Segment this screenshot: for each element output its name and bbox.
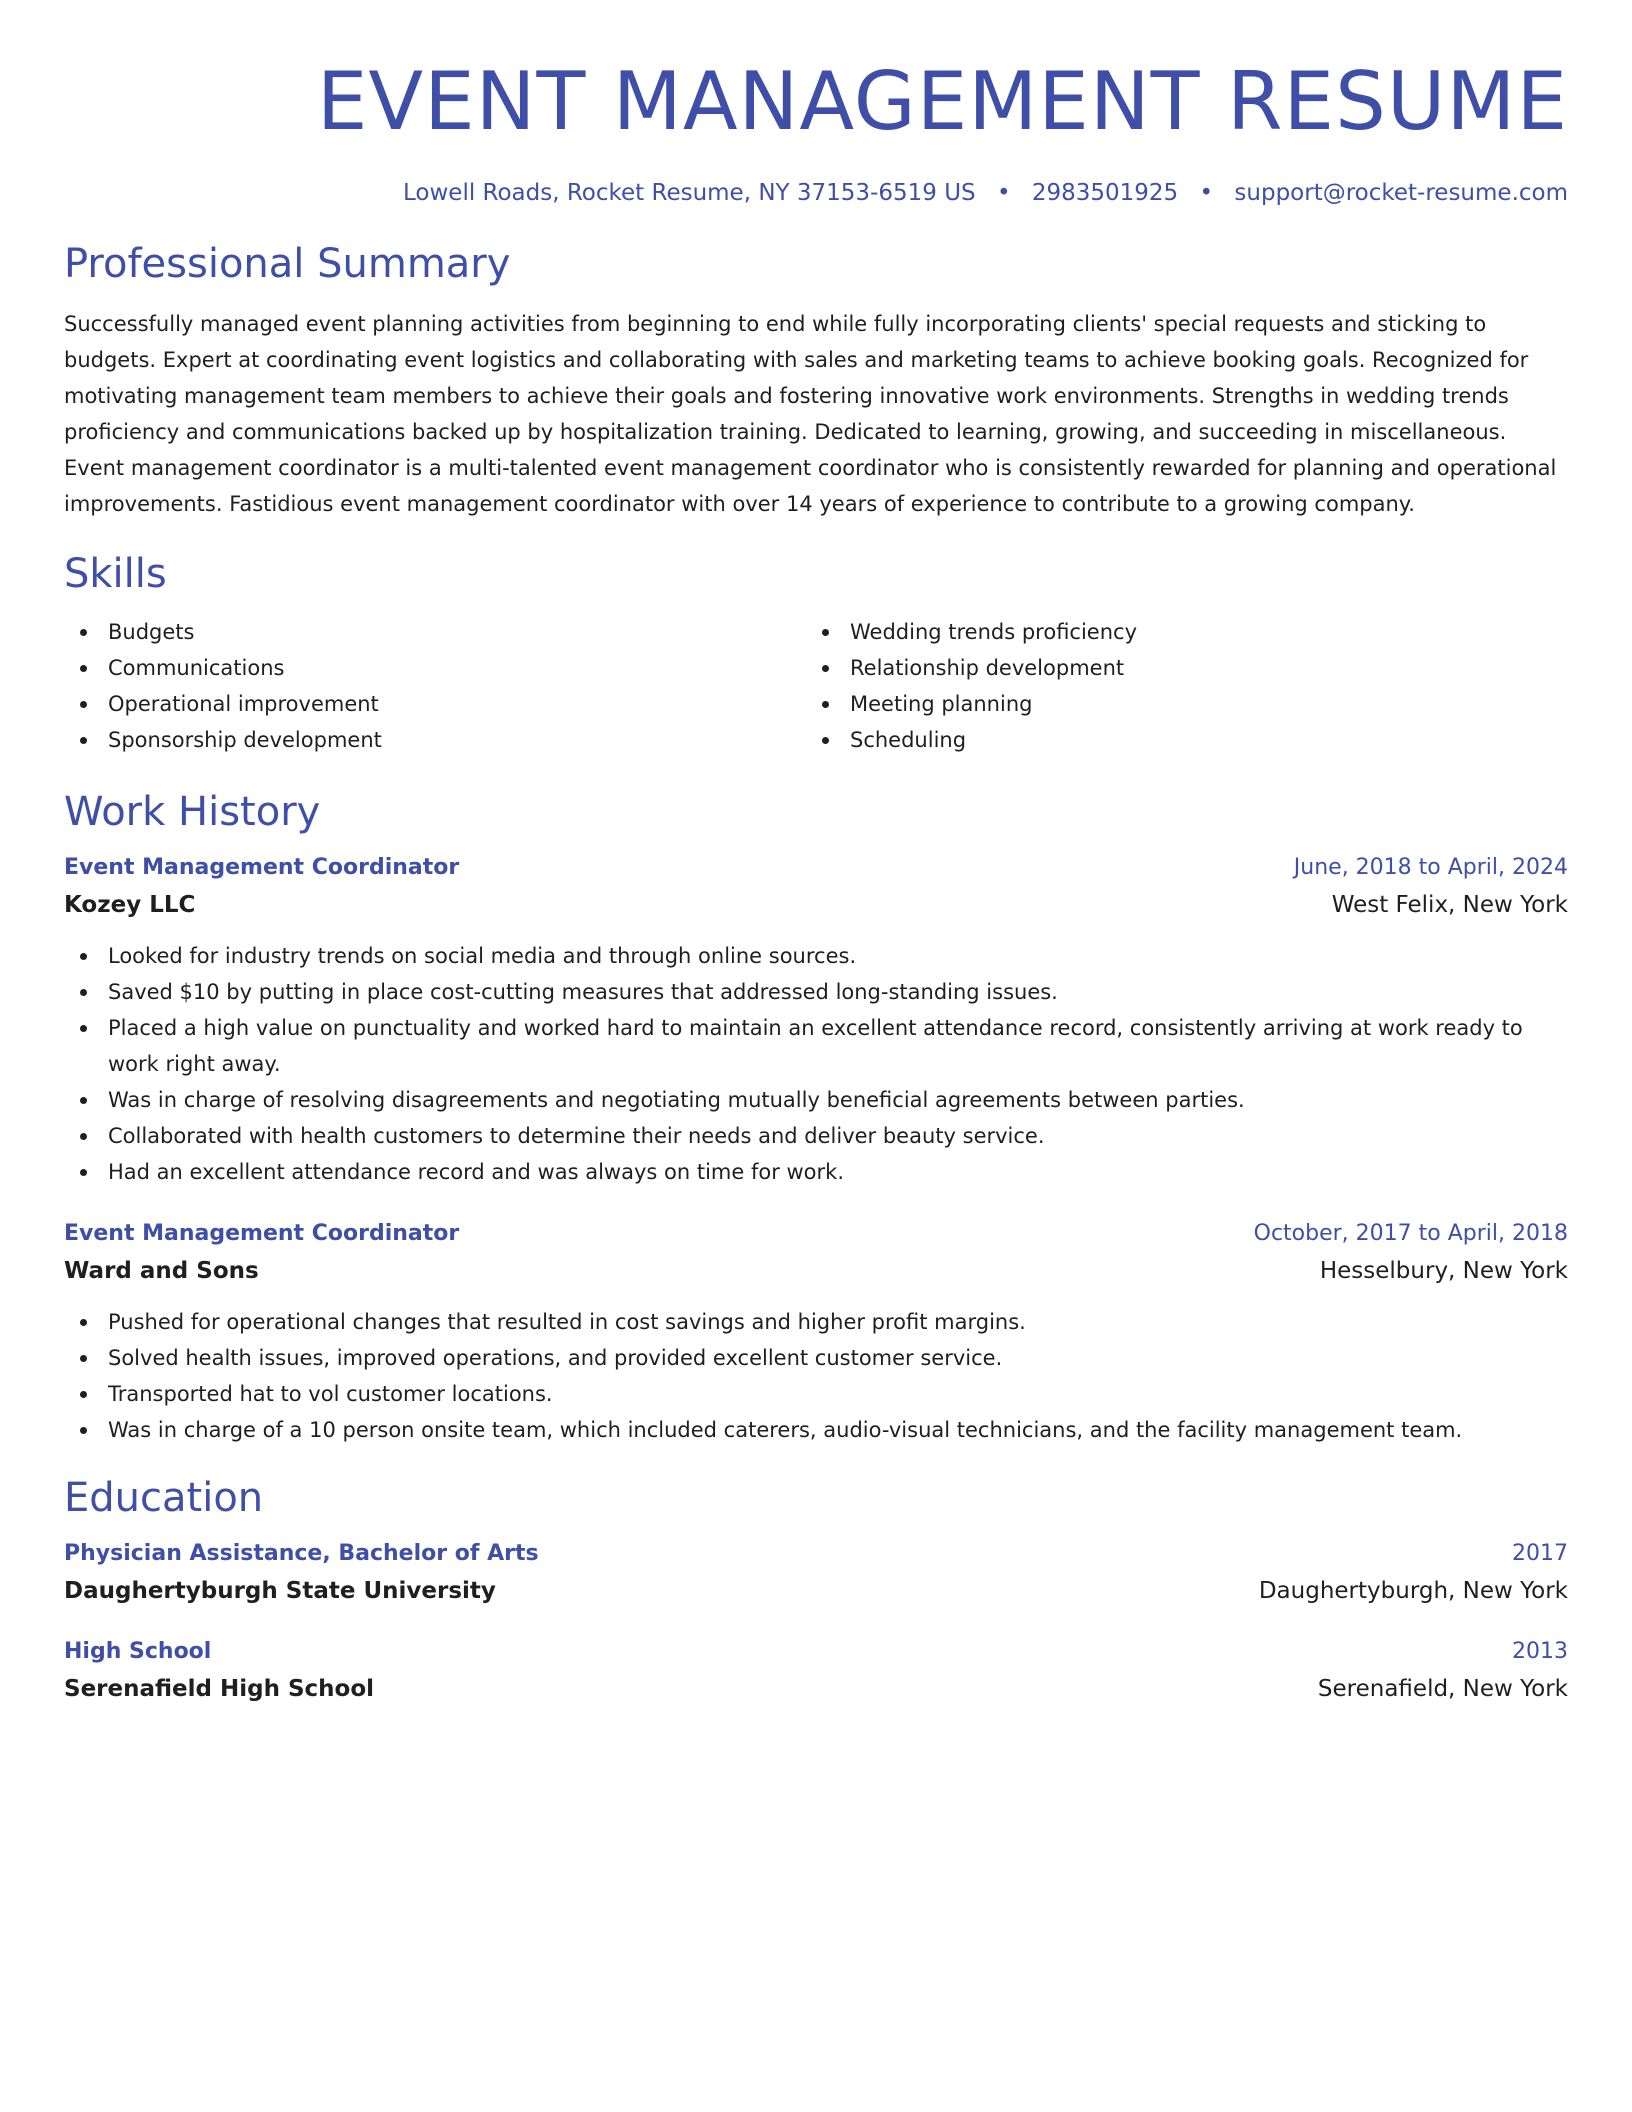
job-bullet: Solved health issues, improved operations, and provided excellent customer service.	[64, 1340, 1568, 1376]
job-company-row	[64, 886, 1568, 924]
job-bullet: Saved $10 by putting in place cost-cutting measures that addressed long-standing issues.	[64, 974, 1568, 1010]
job-bullet: Collaborated with health customers to determine their needs and deliver beauty service.	[64, 1118, 1568, 1154]
job-entry	[64, 1216, 1568, 1448]
education-school: Serenafield High School	[64, 1676, 375, 1702]
job-bullet: Placed a high value on punctuality and worked hard to maintain an excellent attendance record, consistently arriving at work ready to work right away.	[64, 1010, 1568, 1082]
work-history-heading: Work History	[64, 789, 321, 835]
job-bullets	[64, 1304, 1568, 1448]
job-company: Ward and Sons	[64, 1258, 259, 1284]
summary-text: Successfully managed event planning activities from beginning to end while fully incorporating clients' special requests and sticking to budgets. Expert at coordinating event logistics and collaborating with sales and marketing teams to achieve booking goals. Recognized for motivating management team members to achieve their goals and fostering innovative work environments. Strengths in wedding trends proficiency and communications backed up by hospitalization training. Dedicated to learning, growing, and succeeding in miscellaneous. Event management coordinator is a multi-talented event management coordinator who is consistently rewarded for planning and operational improvements. Fastidious event management coordinator with over 14 years of experience to contribute to a growing company.	[64, 312, 1557, 516]
skill-item: Relationship development	[806, 650, 1548, 686]
job-location: Hesselbury, New York	[1319, 1258, 1568, 1284]
education-heading: Education	[64, 1475, 264, 1521]
job-dates: June, 2018 to April, 2024	[1293, 855, 1568, 880]
job-bullet: Was in charge of resolving disagreements and negotiating mutually beneficial agreements between parties.	[64, 1082, 1568, 1118]
resume-title: EVENT MANAGEMENT RESUME	[316, 55, 1568, 148]
contact-phone: 2983501925	[1031, 180, 1179, 206]
education-degree: Physician Assistance, Bachelor of Arts	[64, 1541, 539, 1566]
job-header-row	[64, 1216, 1568, 1252]
job-dates: October, 2017 to April, 2018	[1253, 1221, 1568, 1246]
job-bullet: Had an excellent attendance record and was always on time for work.	[64, 1154, 1568, 1190]
skill-item: Operational improvement	[64, 686, 806, 722]
job-title: Event Management Coordinator	[64, 855, 460, 880]
job-company-row	[64, 1252, 1568, 1290]
education-year: 2013	[1512, 1639, 1568, 1664]
education-header-row	[64, 1536, 1568, 1572]
job-bullet: Looked for industry trends on social media and through online sources.	[64, 938, 1568, 974]
job-location: West Felix, New York	[1331, 892, 1568, 918]
job-company: Kozey LLC	[64, 892, 196, 918]
skills-column-right	[806, 614, 1548, 758]
education-header-row	[64, 1634, 1568, 1670]
contact-line	[64, 178, 1568, 208]
skill-item: Meeting planning	[806, 686, 1548, 722]
education-degree: High School	[64, 1639, 212, 1664]
education-school-row	[64, 1572, 1568, 1610]
contact-separator: •	[996, 180, 1011, 206]
skill-item: Wedding trends proficiency	[806, 614, 1548, 650]
skills-column-left	[64, 614, 806, 758]
skill-item: Budgets	[64, 614, 806, 650]
summary-heading: Professional Summary	[64, 241, 511, 287]
job-bullet: Pushed for operational changes that resulted in cost savings and higher profit margins.	[64, 1304, 1568, 1340]
education-year: 2017	[1512, 1541, 1568, 1566]
contact-address: Lowell Roads, Rocket Resume, NY 37153-6519 US	[403, 180, 976, 206]
job-bullet: Was in charge of a 10 person onsite team, which included caterers, audio-visual technicians, and the facility management team.	[64, 1412, 1568, 1448]
job-header-row	[64, 850, 1568, 886]
skill-item: Scheduling	[806, 722, 1548, 758]
education-location: Daughertyburgh, New York	[1258, 1578, 1568, 1604]
contact-separator: •	[1199, 180, 1214, 206]
education-entry	[64, 1536, 1568, 1610]
education-school: Daughertyburgh State University	[64, 1578, 496, 1604]
education-school-row	[64, 1670, 1568, 1708]
job-bullet: Transported hat to vol customer locations.	[64, 1376, 1568, 1412]
skills-heading: Skills	[64, 551, 167, 597]
skills-grid	[64, 614, 1568, 758]
education-location: Serenafield, New York	[1317, 1676, 1568, 1702]
job-entry	[64, 850, 1568, 1190]
job-title: Event Management Coordinator	[64, 1221, 460, 1246]
education-entry	[64, 1634, 1568, 1708]
skill-item: Communications	[64, 650, 806, 686]
skill-item: Sponsorship development	[64, 722, 806, 758]
job-bullets	[64, 938, 1568, 1190]
contact-email: support@rocket-resume.com	[1234, 180, 1568, 206]
